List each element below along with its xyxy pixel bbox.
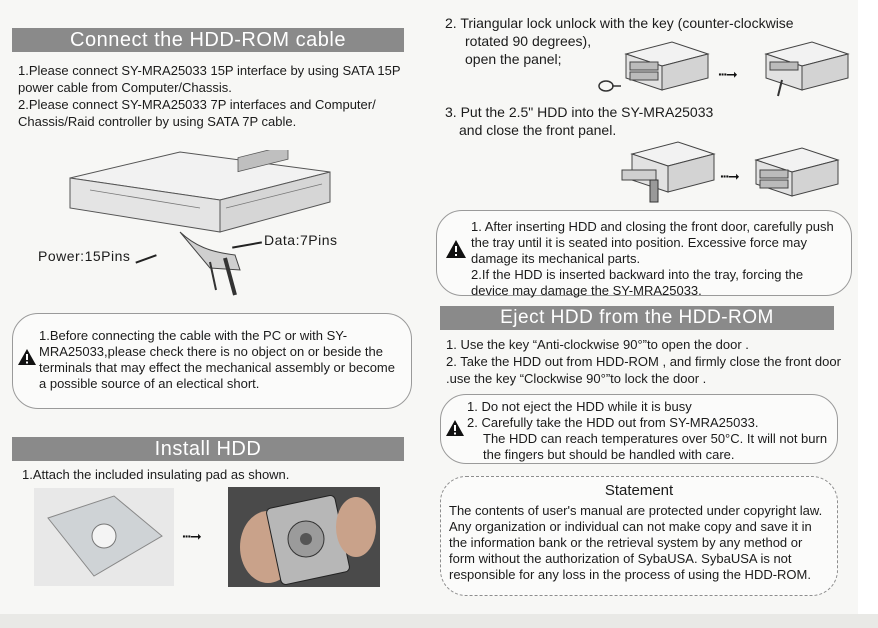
drive-cable-illustration [60,150,360,300]
install-title: Install HDD [12,437,404,461]
insulating-pad-image [34,488,174,586]
connect-step-1: 1.Please connect SY-MRA25033 15P interface by using SATA 15P power cable from Computer/Chassis. [18,63,401,95]
hdd-with-pad-image [228,487,380,587]
eject-step-1: 1. Use the key “Anti-clockwise 90°”to open the door . [446,337,749,352]
eject-warning-3: The HDD can reach temperatures over 50°C. It will not burn the fingers but should be handled with care. [483,431,828,462]
step-2-line-3: open the panel; [465,51,562,67]
page-right-edge [858,0,878,628]
warning-icon [17,348,37,366]
eject-steps [446,336,846,387]
connect-steps [18,62,408,130]
page-bottom-edge [0,614,878,628]
insert-warnings [471,219,843,299]
data-label: Data:7Pins [264,232,338,248]
statement-body: The contents of user's manual are protected under copyright law. Any organization or individual can not make copy and save it in the information bank or the retrieval system by any method or form without the authorization of SybaUSA. SybaUSA is not responsible for any loss in the process of using the HDD-ROM. [449,503,823,582]
drive-bay-insert-image [618,140,718,204]
step-2-line-2: rotated 90 degrees), [465,33,592,49]
cable-caution-text: 1.Before connecting the cable with the PC or with SY-MRA25033,please check there is no object on or beside the terminals that may effect the mechanical assembly or become a possible source of an electical short. [39,328,395,391]
key-icon [598,78,622,94]
step-3-arrow-icon: ···➞ [720,168,738,184]
insert-warning-1: 1. After inserting HDD and closing the front door, carefully push the tray until it is seated into position. Excessive force may damage its mechanical parts. [471,219,834,266]
eject-warning-1: 1. Do not eject the HDD while it is busy [467,399,692,414]
step-3-line-1: 3. Put the 2.5" HDD into the SY-MRA25033 [445,104,714,120]
statement-title: Statement [604,482,674,499]
eject-title: Eject HDD from the HDD-ROM [440,306,834,330]
eject-warnings [467,399,833,463]
power-label: Power:15Pins [38,248,131,264]
connect-title: Connect the HDD-ROM cable [12,28,404,52]
warning-icon [445,419,465,437]
insert-warning-2: 2.If the HDD is inserted backward into the tray, forcing the device may damage the SY-MRA25033. [471,267,804,298]
drive-bay-open-image [752,40,852,98]
eject-warning-2: 2. Carefully take the HDD out from SY-MRA25033. [467,415,759,430]
step-2-line-1: 2. Triangular lock unlock with the key (counter-clockwise [445,15,794,31]
step-3-line-2: and close the front panel. [459,122,617,138]
install-step: 1.Attach the included insulating pad as shown. [22,467,290,482]
statement-box [440,476,838,596]
eject-step-2: 2. Take the HDD out from HDD-ROM , and firmly close the front door .use the key “Clockwise 90°”to lock the door . [446,354,841,386]
insert-warning-box [436,210,852,296]
step-2-arrow-icon: ···➞ [718,66,736,82]
eject-warning-box [440,394,838,464]
cable-caution-box [12,313,412,409]
drive-bay-locked-image [612,40,712,98]
drive-bay-closed-image [742,146,842,204]
step-3 [445,103,845,139]
warning-icon [445,239,467,259]
install-arrow-icon: ···➞ [182,528,200,544]
connect-step-2: 2.Please connect SY-MRA25033 7P interfaces and Computer/ Chassis/Raid controller by using SATA 7P cable. [18,97,376,129]
